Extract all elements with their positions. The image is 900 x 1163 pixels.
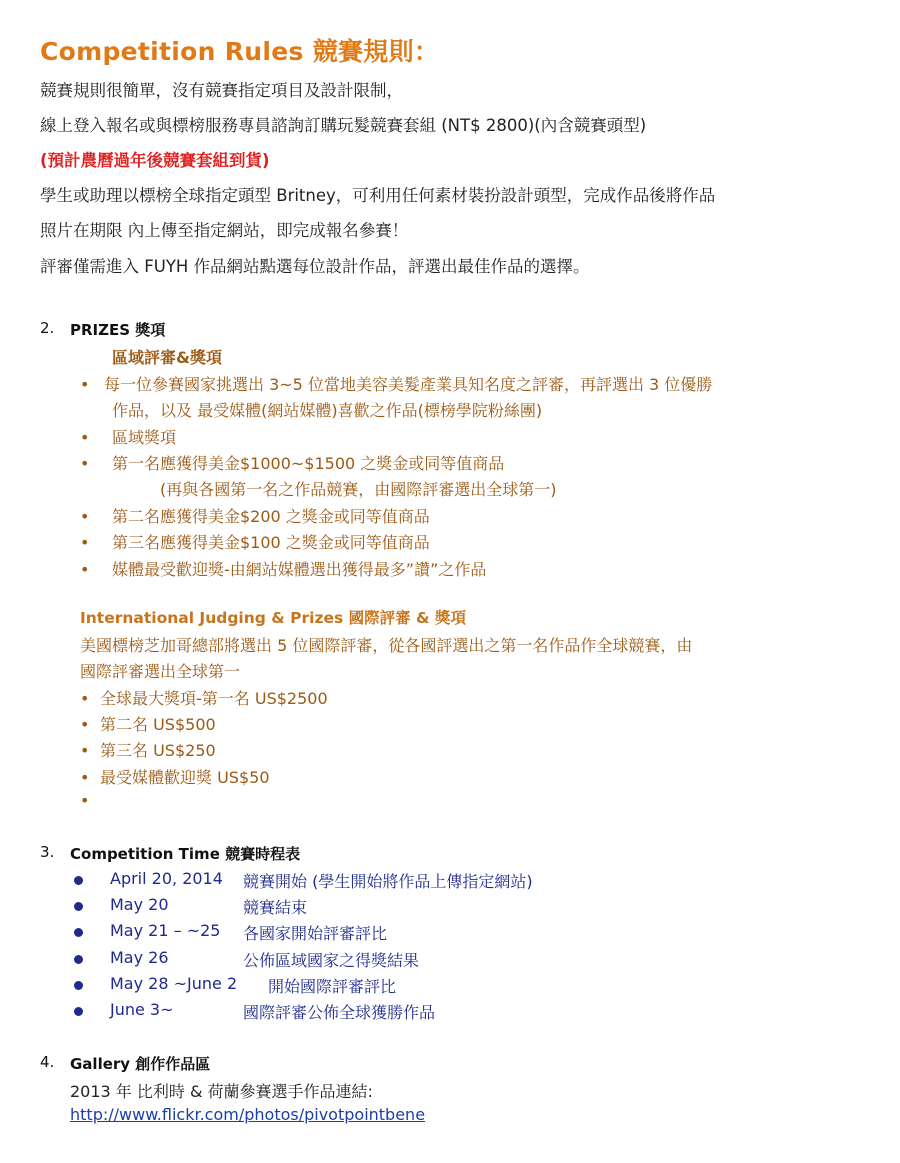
prize-bullet-item: • 媒體最受歡迎獎-由網站媒體選出獲得最多”讚”之作品 — [80, 560, 487, 579]
bullet-dot-icon — [74, 902, 83, 911]
gallery-number: 4. — [40, 1053, 55, 1071]
schedule-event: 競賽結束 — [243, 898, 308, 917]
schedule-event: 開始國際評審評比 — [268, 977, 397, 996]
international-heading: International Judging & Prizes 國際評審 & 獎項 — [80, 609, 466, 627]
page-title: Competition Rules 競賽規則： — [40, 37, 440, 66]
bullet-dot-icon — [74, 1007, 83, 1016]
bullet-icon: • — [80, 791, 90, 810]
bullet-icon: • — [80, 560, 90, 579]
international-item: • 第三名 US$250 — [80, 741, 216, 760]
schedule-date: May 20 — [110, 895, 169, 914]
schedule-date: June 3~ — [110, 1000, 174, 1019]
schedule-event: 各國家開始評審評比 — [243, 924, 388, 943]
bullet-dot-icon — [74, 876, 83, 885]
intro-line-2: 線上登入報名或與標榜服務專員諮詢訂購玩髮競賽套組 (NT$ 2800)(內含競賽頭型) — [40, 116, 647, 135]
prizes-heading: PRIZES 獎項 — [70, 321, 166, 339]
intro-line-red: (預計農曆過年後競賽套組到貨) — [40, 151, 270, 170]
bullet-icon: • — [80, 507, 90, 526]
international-desc-1: 美國標榜芝加哥總部將選出 5 位國際評審，從各國評選出之第一名作品作全球競賽，由 — [80, 636, 693, 655]
bullet-dot-icon — [74, 955, 83, 964]
bullet-icon: • — [80, 768, 90, 787]
schedule-event: 競賽開始 (學生開始將作品上傳指定網站) — [243, 872, 533, 891]
prize-bullet-cont: 作品，以及 最受媒體(網站媒體)喜歡之作品(標榜學院粉絲團) — [112, 401, 543, 420]
prize-bullet-item: • 第三名應獲得美金$100 之獎金或同等值商品 — [80, 533, 430, 552]
schedule-date: April 20, 2014 — [110, 869, 223, 888]
schedule-date: May 28 ~June 2 — [110, 974, 238, 993]
intro-line-5: 照片在期限 內上傳至指定網站，即完成報名參賽！ — [40, 221, 409, 240]
international-item-empty — [80, 791, 100, 810]
gallery-link[interactable]: http://www.flickr.com/photos/pivotpointbene — [70, 1105, 426, 1124]
schedule-number: 3. — [40, 843, 55, 861]
prize-bullet-item: • 每一位參賽國家挑選出 3~5 位當地美容美髮產業具知名度之評審，再評選出 3 位優勝 — [80, 375, 713, 394]
bullet-icon: • — [80, 533, 90, 552]
bullet-dot-icon — [74, 981, 83, 990]
prize-bullet-item: • 區域獎項 — [80, 428, 177, 447]
international-item: • 最受媒體歡迎獎 US$50 — [80, 768, 270, 787]
intro-line-1: 競賽規則很簡單，沒有競賽指定項目及設計限制， — [40, 81, 403, 100]
prize-bullet-item: • 第一名應獲得美金$1000~$1500 之獎金或同等值商品 — [80, 454, 505, 473]
bullet-icon: • — [80, 375, 90, 394]
bullet-icon: • — [80, 715, 90, 734]
intro-line-6: 評審僅需進入 FUYH 作品網站點選每位設計作品，評選出最佳作品的選擇。 — [40, 257, 590, 276]
international-item: • 第二名 US$500 — [80, 715, 216, 734]
international-item: • 全球最大獎項-第一名 US$2500 — [80, 689, 328, 708]
schedule-date: May 26 — [110, 948, 169, 967]
prize-bullet-note: (再與各國第一名之作品競賽，由國際評審選出全球第一) — [160, 480, 557, 499]
schedule-date: May 21 – ~25 — [110, 921, 221, 940]
bullet-dot-icon — [74, 928, 83, 937]
regional-title: 區域評審&獎項 — [112, 348, 222, 367]
international-desc-2: 國際評審選出全球第一 — [80, 662, 241, 681]
prizes-number: 2. — [40, 319, 55, 337]
gallery-heading: Gallery 創作作品區 — [70, 1055, 211, 1073]
prize-bullet-item: • 第二名應獲得美金$200 之獎金或同等值商品 — [80, 507, 430, 526]
gallery-text: 2013 年 比利時 & 荷蘭參賽選手作品連結: — [70, 1082, 373, 1101]
schedule-heading: Competition Time 競賽時程表 — [70, 845, 301, 863]
bullet-icon: • — [80, 454, 90, 473]
schedule-event: 公佈區域國家之得獎結果 — [243, 951, 420, 970]
bullet-icon: • — [80, 428, 90, 447]
bullet-icon: • — [80, 689, 90, 708]
intro-line-4: 學生或助理以標榜全球指定頭型 Britney，可利用任何素材裝扮設計頭型，完成作品後將作品 — [40, 186, 716, 205]
schedule-event: 國際評審公佈全球獲勝作品 — [243, 1003, 436, 1022]
bullet-icon: • — [80, 741, 90, 760]
